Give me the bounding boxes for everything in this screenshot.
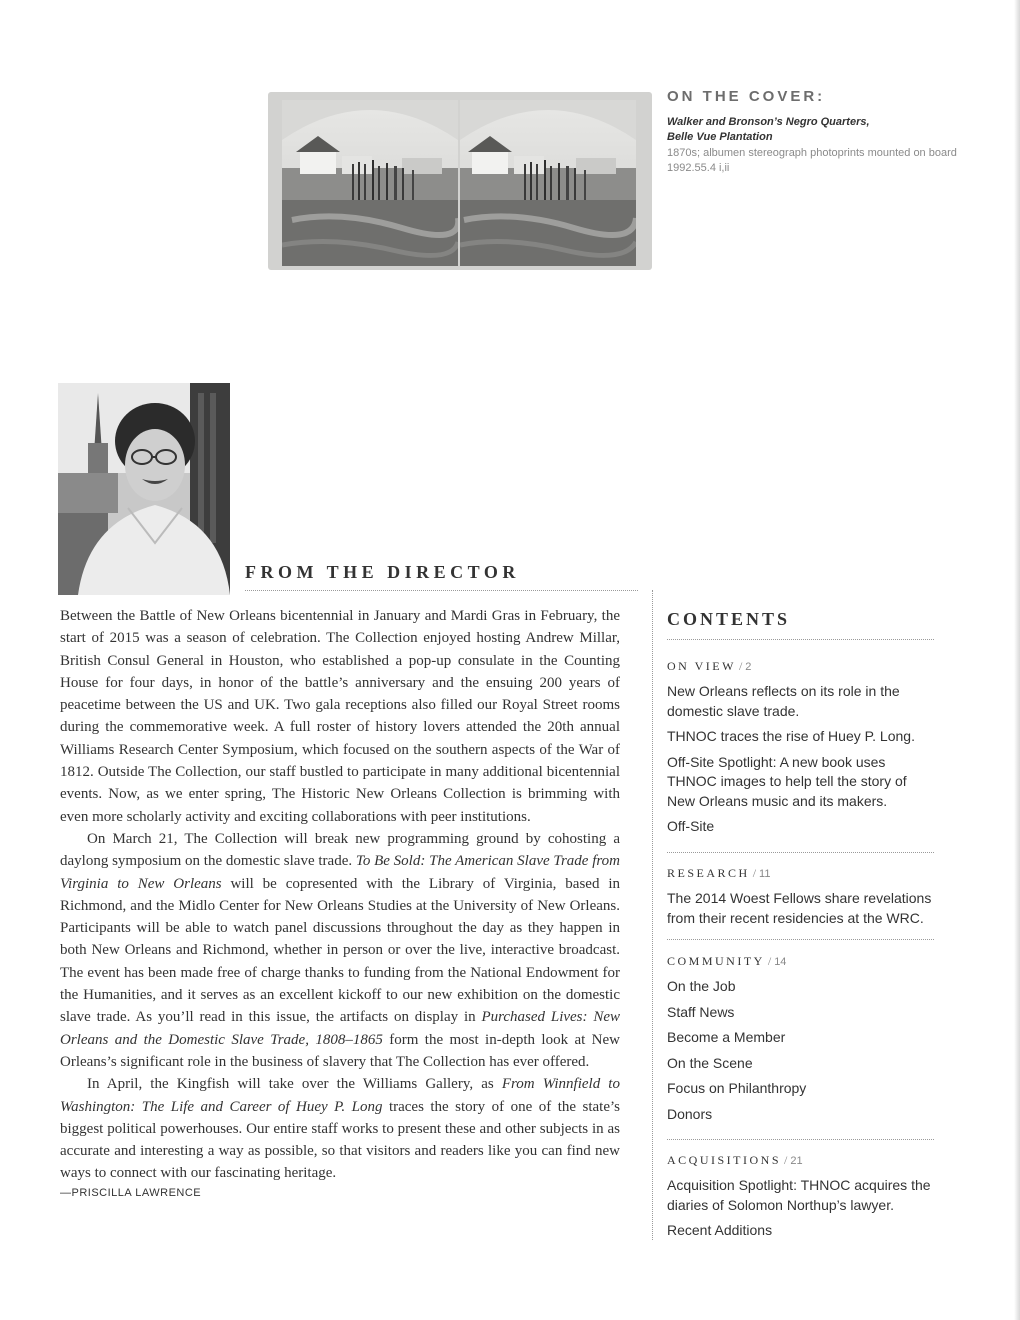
- contents-item[interactable]: The 2014 Woest Fellows share revelations from their recent residencies at the WRC.: [667, 890, 932, 926]
- section-heading: ON VIEW / 2: [667, 659, 752, 673]
- stereograph-left-image: [282, 100, 458, 266]
- contents-heading: CONTENTS: [667, 609, 791, 629]
- contents-item[interactable]: On the Scene: [667, 1054, 753, 1071]
- contents-item[interactable]: Focus on Philanthropy: [667, 1080, 807, 1096]
- section-divider: [667, 939, 934, 940]
- cover-description: 1870s; albumen stereograph photoprints mounted on board: [667, 147, 957, 159]
- contents-item[interactable]: Off-Site: [667, 818, 715, 834]
- stereograph-right-image: [460, 100, 636, 266]
- letter-paragraph-1: Between the Battle of New Orleans bicentennial in January and Mardi Gras in February, the start of 2015 was a season of celebration. The Collection enjoyed hosting Andrew Millar, British Consul General in Houston, who established a pop-up consulate in the Counting House for four days, in honor of the battle’s anniversary and the ensuing 200 years of peacetime between the US and UK. Two gala receptions also filled our Royal Street rooms during the commemorative week. A full roster of history lovers attended the 20th annual Williams Research Center Symposium, which focused on the southern aspects of the War of 1812. Outside The Collection, our staff bustled to participate in many additional bicentennial events. Now, as we enter spring, The Historic New Orleans Collection is brimming with even more scholarly activity and exciting collaborations with peer institutions.: [60, 608, 620, 825]
- section-heading: ACQUISITIONS / 21: [667, 1153, 803, 1167]
- contents-item[interactable]: Acquisition Spotlight: THNOC acquires the diaries of Solomon Northup’s lawyer.: [667, 1177, 931, 1213]
- contents-section-community: [667, 954, 937, 1124]
- section-heading: RESEARCH / 11: [667, 866, 771, 880]
- section-title: COMMUNITY: [667, 954, 765, 968]
- contents-section-on-view: [667, 659, 937, 837]
- section-page-number: 11: [759, 868, 771, 880]
- cover-title: Walker and Bronson’s Negro Quarters, Belle Vue Plantation: [667, 116, 870, 143]
- paragraph-2-text-b: will be copresented with the Library of Virginia, based in Richmond, and the Midlo Center for New Orleans Studies at the University of New Orleans. Participants will be able to watch panel discussions throughout the day as they happen in both New Orleans and Richmond, whether in person or over the live, interactive broadcast. The event has been made free of charge thanks to funding from the National Endowment for the Humanities, and it serves as an excellent kickoff to our new exhibition on the domestic slave trade. As you’ll read in this issue, the artifacts on display in: [60, 875, 620, 1026]
- contents-item[interactable]: On the Job: [667, 978, 736, 994]
- contents-item[interactable]: THNOC traces the rise of Huey P. Long.: [667, 728, 915, 744]
- huey-long-exhibition-title: From Winnfield to Washington: The Life and Career of Huey P. Long: [60, 1076, 620, 1115]
- contents-item[interactable]: Donors: [667, 1105, 713, 1122]
- column-divider: [652, 590, 653, 1240]
- contents-item[interactable]: Off-Site Spotlight: A new book uses THNOC images to help tell the story of New Orleans music and its makers.: [667, 753, 907, 809]
- letter-paragraph-2: [60, 828, 620, 1073]
- section-title: ACQUISITIONS: [667, 1153, 781, 1167]
- heading-divider: [245, 590, 638, 591]
- exhibition-title: Purchased Lives: New Orleans and the Domestic Slave Trade, 1808–1865: [60, 1009, 621, 1048]
- section-title: ON VIEW: [667, 659, 736, 673]
- contents-item[interactable]: Staff News: [667, 1003, 735, 1020]
- contents-item[interactable]: Recent Additions: [667, 1222, 773, 1238]
- section-heading: COMMUNITY / 14: [667, 954, 787, 968]
- contents-item[interactable]: New Orleans reflects on its role in the domestic slave trade.: [667, 683, 900, 719]
- section-page-number: 2: [745, 661, 752, 673]
- director-photo: [58, 383, 230, 595]
- paragraph-2-text-a: On March 21, The Collection will break new programming ground by cohosting a daylong symposium on the domestic slave trade.: [60, 830, 620, 870]
- contents-panel: [667, 609, 937, 1238]
- paragraph-2-text-c: form the most in-depth look at New Orleans’s significant role in the business of slavery that The Collection has ever offered.: [60, 1031, 620, 1070]
- contents-section-research: [667, 866, 937, 928]
- cover-accession-number: 1992.55.4 i,ii: [667, 162, 730, 174]
- section-divider: [667, 1139, 934, 1140]
- letter-paragraph-3: [60, 1073, 620, 1184]
- section-title: RESEARCH: [667, 866, 750, 880]
- paragraph-3-text-a: In April, the Kingfish will take over the Williams Gallery, as: [87, 1076, 502, 1093]
- director-signature: —PRISCILLA LAWRENCE: [60, 1186, 202, 1199]
- contents-item[interactable]: Become a Member: [667, 1029, 786, 1045]
- paragraph-3-text-b: traces the story of one of the state’s biggest political powerhouses. Our entire staff works to present these and other subjects in as accurate and interesting a way as possible, so that visitors and readers like you can find new ways to connect with our fascinating heritage.: [60, 1098, 620, 1182]
- contents-divider: [667, 639, 934, 640]
- director-letter: [60, 605, 620, 1200]
- cover-heading: ON THE COVER:: [667, 88, 826, 105]
- page-edge: [1014, 0, 1020, 1320]
- section-page-number: 14: [774, 956, 787, 968]
- cover-caption: [667, 88, 967, 175]
- symposium-title: To Be Sold: The American Slave Trade from Virginia to New Orleans: [60, 853, 620, 892]
- section-page-number: 21: [790, 1155, 803, 1167]
- contents-section-acquisitions: [667, 1153, 937, 1241]
- section-divider: [667, 852, 934, 853]
- from-the-director-heading: FROM THE DIRECTOR: [245, 562, 520, 582]
- stereograph-photo: [268, 92, 652, 270]
